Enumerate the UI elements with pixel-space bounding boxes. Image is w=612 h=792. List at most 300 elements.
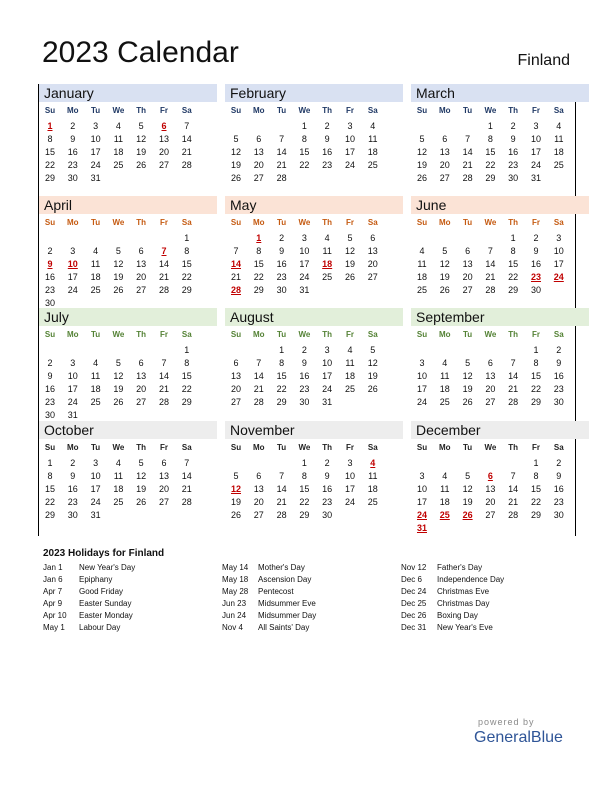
day-cell: 8 [533,471,539,481]
day-cell: 17 [553,259,564,269]
day-cell: 6 [256,134,262,144]
holiday-day: 24 [416,510,427,520]
day-cell: 8 [279,358,285,368]
month-header [39,421,217,439]
day-cell: 14 [158,371,169,381]
weekday-label: We [484,330,497,339]
day-cell: 23 [67,160,78,170]
day-cell: 29 [299,510,310,520]
day-cell: 19 [367,371,378,381]
holiday-date: Dec 25 [401,599,427,608]
holiday-date: Apr 9 [43,599,63,608]
day-cell: 2 [47,358,53,368]
day-cell: 29 [44,510,55,520]
holiday-day: 1 [256,233,262,243]
weekday-label: Sa [367,218,378,227]
day-cell: 14 [276,484,287,494]
holiday-date: Jan 6 [43,575,63,584]
day-cell: 11 [368,134,378,144]
weekday-label: Mo [67,330,79,339]
day-cell: 7 [510,358,516,368]
day-cell: 28 [462,173,473,183]
weekday-label: Mo [253,443,265,452]
weekday-label: Fr [160,218,168,227]
day-cell: 24 [90,160,101,170]
day-cell: 20 [136,384,147,394]
day-cell: 2 [510,121,516,131]
day-cell: 5 [442,246,448,256]
day-cell: 13 [136,259,147,269]
weekday-label: We [112,218,125,227]
day-cell: 4 [556,121,562,131]
day-cell: 28 [508,510,519,520]
weekday-label: Mo [67,106,79,115]
holiday-item [43,587,135,599]
day-cell: 4 [324,233,330,243]
day-cell: 23 [44,285,55,295]
day-cell: 11 [440,484,450,494]
day-cell: 22 [276,384,287,394]
day-cell: 26 [230,173,241,183]
day-cell: 17 [90,484,101,494]
day-cell: 5 [115,246,121,256]
weekday-label: Mo [439,218,451,227]
day-cell: 22 [181,384,192,394]
day-cell: 11 [440,371,450,381]
day-cell: 5 [370,345,376,355]
day-cell: 18 [90,384,101,394]
day-cell: 1 [301,121,307,131]
day-cell: 1 [533,458,539,468]
weekday-label: Th [136,330,147,339]
day-cell: 11 [322,246,332,256]
day-cell: 26 [344,272,355,282]
month-header [225,421,403,439]
month-header [411,84,589,102]
month-header [411,308,589,326]
day-cell: 27 [158,160,169,170]
day-cell: 19 [113,384,124,394]
day-cell: 29 [181,285,192,295]
holiday-item [222,563,316,575]
holiday-name: New Year's Eve [437,623,493,632]
day-cell: 25 [553,160,564,170]
day-cell: 1 [184,233,190,243]
day-cell: 21 [158,384,169,394]
day-cell: 23 [67,497,78,507]
day-cell: 11 [113,471,124,481]
month-name: September [416,309,485,325]
day-cell: 1 [279,345,285,355]
day-cell: 14 [276,147,287,157]
weekday-label: We [112,106,125,115]
day-cell: 28 [158,397,169,407]
day-cell: 4 [93,246,99,256]
day-cell: 4 [347,345,353,355]
day-cell: 23 [553,384,564,394]
day-cell: 16 [276,259,287,269]
weekday-label: Fr [346,443,354,452]
day-cell: 7 [184,121,190,131]
day-cell: 15 [276,371,287,381]
day-cell: 7 [233,246,239,256]
month-february [225,84,403,196]
day-cell: 20 [230,384,241,394]
day-cell: 11 [368,471,378,481]
month-december [411,421,589,533]
day-cell: 20 [158,484,169,494]
month-september [411,308,589,420]
day-cell: 7 [465,134,471,144]
holiday-name: Pentecost [258,587,294,596]
day-cell: 1 [301,458,307,468]
day-cell: 17 [416,384,427,394]
day-cell: 16 [322,147,333,157]
weekday-label: Tu [277,106,287,115]
day-cell: 15 [485,147,496,157]
day-cell: 13 [253,484,264,494]
day-cell: 15 [299,484,310,494]
holiday-name: Epiphany [79,575,113,584]
day-cell: 22 [530,384,541,394]
month-may [225,196,403,308]
day-cell: 17 [344,147,355,157]
weekday-label: Tu [277,330,287,339]
day-cell: 4 [442,471,448,481]
month-name: May [230,197,257,213]
day-cell: 29 [508,285,519,295]
day-cell: 3 [419,471,425,481]
day-cell: 26 [136,160,147,170]
weekday-label: Fr [160,330,168,339]
day-cell: 1 [487,121,493,131]
day-cell: 9 [324,471,330,481]
day-cell: 10 [322,358,333,368]
day-cell: 4 [115,121,121,131]
day-cell: 9 [324,134,330,144]
day-cell: 28 [508,397,519,407]
day-cell: 17 [90,147,101,157]
day-cell: 18 [553,147,564,157]
weekday-label: Sa [367,443,378,452]
day-cell: 20 [253,160,264,170]
day-cell: 20 [136,272,147,282]
day-cell: 8 [256,246,262,256]
day-cell: 28 [158,285,169,295]
day-cell: 26 [136,497,147,507]
day-cell: 25 [90,397,101,407]
day-cell: 24 [67,397,78,407]
day-cell: 1 [184,345,190,355]
holiday-name: All Saints' Day [258,623,310,632]
day-cell: 3 [324,345,330,355]
day-cell: 16 [508,147,519,157]
day-cell: 18 [344,371,355,381]
holiday-item [43,563,135,575]
day-cell: 27 [439,173,450,183]
day-cell: 30 [276,285,287,295]
day-cell: 29 [530,510,541,520]
day-cell: 3 [556,233,562,243]
day-cell: 4 [370,121,376,131]
day-cell: 12 [113,259,124,269]
weekday-label: Mo [67,218,79,227]
day-cell: 9 [533,246,539,256]
day-cell: 30 [508,173,519,183]
holiday-day: 26 [462,510,473,520]
holiday-item [43,599,135,611]
day-cell: 31 [90,173,101,183]
weekday-label: Fr [346,106,354,115]
day-cell: 14 [253,371,264,381]
day-cell: 21 [181,147,192,157]
day-cell: 14 [158,259,169,269]
weekday-label: Su [44,218,56,227]
holiday-item [222,587,316,599]
day-cell: 30 [67,173,78,183]
day-cell: 13 [485,484,496,494]
day-cell: 23 [44,397,55,407]
weekday-label: We [298,106,311,115]
weekday-label: We [112,330,125,339]
month-header [39,84,217,102]
holiday-day: 12 [230,484,241,494]
day-cell: 20 [462,272,473,282]
day-cell: 25 [113,497,124,507]
weekday-label: Su [44,330,56,339]
day-cell: 3 [70,246,76,256]
weekday-label: Sa [367,330,378,339]
month-name: August [230,309,274,325]
day-cell: 14 [181,471,192,481]
day-cell: 16 [530,259,541,269]
day-cell: 3 [70,358,76,368]
day-cell: 7 [161,358,167,368]
day-cell: 27 [485,510,496,520]
holiday-item [222,575,316,587]
day-cell: 16 [67,147,78,157]
day-cell: 1 [533,345,539,355]
day-cell: 3 [301,233,307,243]
weekday-label: Sa [367,106,378,115]
day-cell: 4 [115,458,121,468]
weekday-label: Th [508,330,519,339]
day-cell: 6 [256,471,262,481]
month-header [39,196,217,214]
month-name: March [416,85,455,101]
day-cell: 4 [442,358,448,368]
weekday-label: Sa [553,106,564,115]
day-cell: 13 [367,246,378,256]
day-cell: 7 [279,134,285,144]
day-cell: 6 [442,134,448,144]
day-cell: 21 [230,272,241,282]
day-cell: 29 [276,397,287,407]
day-cell: 1 [510,233,516,243]
holiday-date: May 18 [222,575,249,584]
holiday-name: Christmas Eve [437,587,490,596]
day-cell: 23 [299,384,310,394]
holiday-day: 23 [530,272,541,282]
month-name: October [44,422,94,438]
day-cell: 19 [113,272,124,282]
weekday-label: Fr [532,443,540,452]
holiday-date: Dec 24 [401,587,427,596]
weekday-label: Mo [439,443,451,452]
weekday-label: Sa [181,218,192,227]
day-cell: 27 [367,272,378,282]
day-cell: 8 [487,134,493,144]
day-cell: 21 [181,484,192,494]
holiday-name: Midsummer Day [258,611,317,620]
day-cell: 15 [530,371,541,381]
month-header [225,196,403,214]
day-cell: 14 [508,484,519,494]
weekday-label: Tu [463,330,473,339]
brand-logo[interactable]: GeneralBlue [474,729,563,746]
day-cell: 13 [136,371,147,381]
day-cell: 8 [47,471,53,481]
day-cell: 15 [181,371,192,381]
weekday-label: Fr [532,218,540,227]
holiday-item [43,611,135,623]
day-cell: 15 [253,259,264,269]
holiday-name: Boxing Day [437,611,478,620]
day-cell: 15 [44,147,55,157]
day-cell: 18 [367,147,378,157]
day-cell: 30 [553,397,564,407]
holiday-name: Independence Day [437,575,505,584]
weekday-label: Su [416,443,428,452]
day-cell: 8 [184,358,190,368]
day-cell: 25 [90,285,101,295]
day-cell: 12 [230,147,241,157]
day-cell: 23 [508,160,519,170]
day-cell: 5 [138,458,144,468]
holiday-date: May 28 [222,587,249,596]
day-cell: 18 [90,272,101,282]
day-cell: 24 [344,160,355,170]
day-cell: 26 [462,397,473,407]
day-cell: 25 [322,272,333,282]
day-cell: 16 [322,484,333,494]
day-cell: 18 [439,497,450,507]
weekday-label: Fr [160,443,168,452]
weekday-label: Su [230,106,242,115]
month-november [225,421,403,533]
day-cell: 28 [181,497,192,507]
weekday-label: Mo [253,106,265,115]
holiday-date: Apr 7 [43,587,63,596]
day-cell: 25 [439,397,450,407]
weekday-label: Th [322,330,333,339]
month-october [39,421,217,533]
weekday-label: Tu [91,106,101,115]
holiday-name: Easter Monday [79,611,133,620]
day-cell: 21 [276,160,287,170]
day-cell: 29 [485,173,496,183]
weekday-label: Su [44,443,56,452]
month-april [39,196,217,308]
weekday-label: Fr [160,106,168,115]
day-cell: 5 [233,134,239,144]
weekday-label: Tu [91,330,101,339]
holiday-item [43,623,135,635]
day-cell: 19 [230,497,241,507]
holiday-name: Mother's Day [258,563,305,572]
day-cell: 26 [113,285,124,295]
day-cell: 18 [416,272,427,282]
day-cell: 2 [70,458,76,468]
holiday-item [401,611,504,623]
weekday-label: Th [508,106,519,115]
country-label: Finland [517,52,570,69]
day-cell: 26 [230,510,241,520]
day-cell: 9 [556,358,562,368]
day-cell: 7 [510,471,516,481]
day-cell: 22 [299,497,310,507]
day-cell: 24 [67,285,78,295]
weekday-label: Th [136,106,147,115]
day-cell: 22 [253,272,264,282]
day-cell: 30 [530,285,541,295]
day-cell: 25 [344,384,355,394]
day-cell: 13 [462,259,473,269]
calendar-grid [38,84,576,536]
day-cell: 15 [181,259,192,269]
weekday-label: Fr [346,218,354,227]
holiday-date: Jun 23 [222,599,247,608]
day-cell: 11 [90,371,101,381]
holiday-date: Dec 31 [401,623,427,632]
weekday-label: Su [230,330,242,339]
day-cell: 19 [416,160,427,170]
day-cell: 31 [90,510,101,520]
holiday-day: 6 [487,471,493,481]
day-cell: 9 [556,471,562,481]
holiday-item [401,599,504,611]
weekday-label: Su [230,443,242,452]
weekday-label: We [484,218,497,227]
day-cell: 23 [322,160,333,170]
day-cell: 6 [370,233,376,243]
day-cell: 24 [530,160,541,170]
day-cell: 16 [299,371,310,381]
day-cell: 29 [44,173,55,183]
day-cell: 27 [136,285,147,295]
day-cell: 30 [299,397,310,407]
day-cell: 8 [184,246,190,256]
month-name: December [416,422,481,438]
day-cell: 22 [299,160,310,170]
day-cell: 2 [324,121,330,131]
day-cell: 19 [136,147,147,157]
holiday-name: Ascension Day [258,575,312,584]
day-cell: 17 [67,272,78,282]
month-header [411,196,589,214]
holiday-item [222,599,316,611]
month-june [411,196,589,308]
day-cell: 27 [462,285,473,295]
weekday-label: We [484,106,497,115]
month-january [39,84,217,196]
day-cell: 17 [322,371,333,381]
holiday-column [401,563,504,635]
holiday-item [401,563,504,575]
day-cell: 12 [367,358,378,368]
day-cell: 21 [276,497,287,507]
day-cell: 1 [47,458,53,468]
